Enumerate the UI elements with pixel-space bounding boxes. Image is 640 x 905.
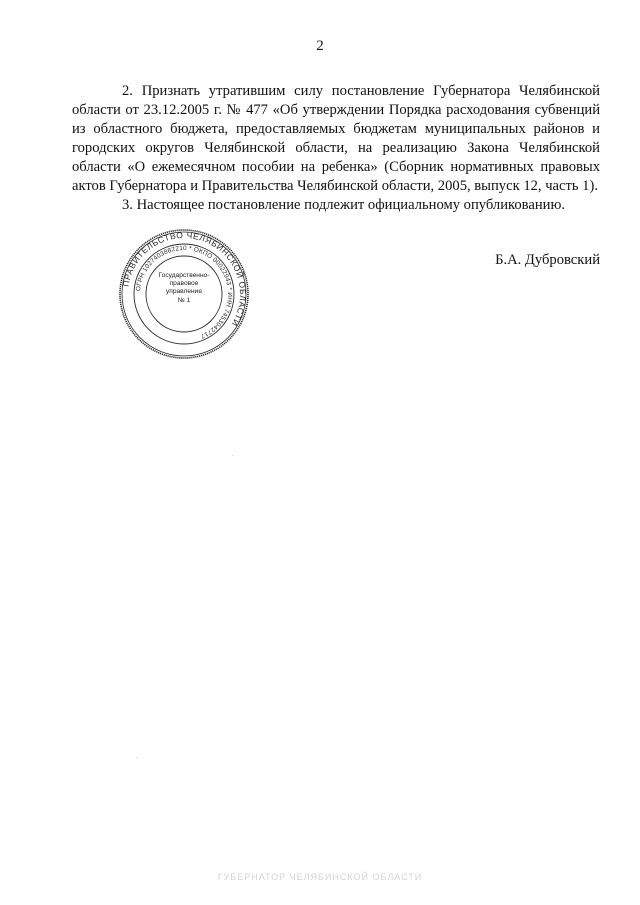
official-seal: [118, 228, 250, 360]
scan-speck: [232, 455, 233, 456]
seal-center-line: правовое: [169, 280, 199, 288]
seal-center-text: [150, 272, 218, 305]
signatory-name: Б.А. Дубровский: [495, 252, 600, 268]
seal-outer-text: ПРАВИТЕЛЬСТВО ЧЕЛЯБИНСКОЙ ОБЛАСТИ: [120, 229, 249, 329]
document-body: [72, 82, 600, 215]
page-number: 2: [316, 38, 324, 54]
seal-center-line: управление: [165, 288, 203, 296]
seal-center-line: № 1: [177, 296, 191, 304]
scan-speck: [136, 757, 137, 758]
paragraph-publication: 3. Настоящее постановление подлежит официальному опубликованию.: [122, 197, 566, 213]
seal-center-line: Государственно-: [158, 272, 210, 279]
footer-watermark: ГУБЕРНАТОР ЧЕЛЯБИНСКОЙ ОБЛАСТИ: [217, 872, 423, 882]
seal-inner-text: ОГРН 1027403882210 * ОКПО 00022943 * ИНН 7453042717: [135, 244, 234, 340]
paragraph-repeal: 2. Признать утратившим силу постановление Губернатора Челябинской области от 23.12.2005 г. № 477 «Об утверждении Порядка расходования субвенций из областного бюджета, предоставляемых бюджетам муниципальных районов и городских округов Челябинской области, на реализацию Закона Челябинской области «О ежемесячном пособии на ребенка» (Сборник нормативных правовых актов Губернатора и Правительства Челябинской области, 2005, выпуск 12, часть 1).: [72, 83, 600, 194]
